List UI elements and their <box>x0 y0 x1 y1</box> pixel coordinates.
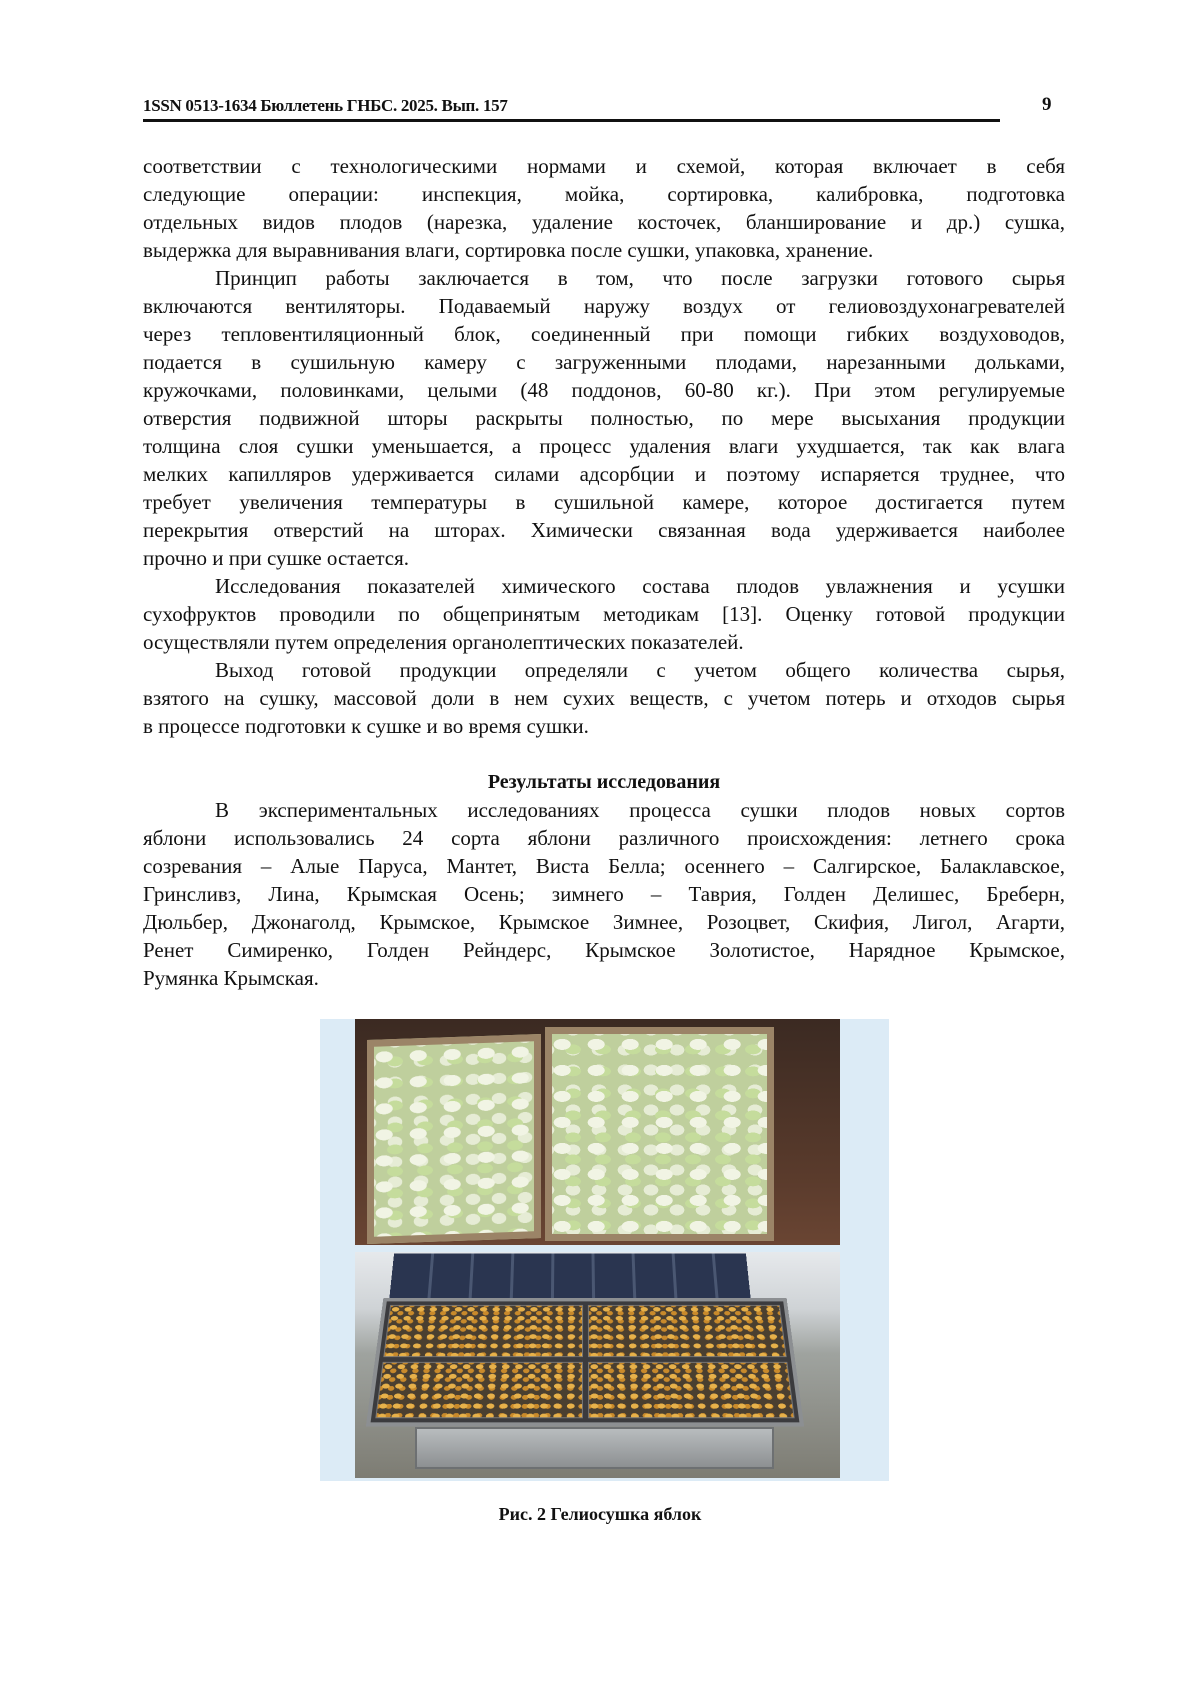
spacer <box>143 740 1065 768</box>
text-line: Гринсливз, Лина, Крымская Осень; зимнего – Таврия, Голден Делишес, Бреберн, <box>143 882 1065 906</box>
photo-solar-dryer-dried-apples <box>355 1252 840 1478</box>
paragraph <box>143 656 1065 740</box>
dryer-base <box>415 1427 774 1469</box>
section-title: Результаты исследования <box>487 771 721 793</box>
text-line: следующие операции: инспекция, мойка, сортировка, калибровка, подготовка <box>143 182 1065 206</box>
text-line: В экспериментальных исследованиях процесса сушки плодов новых сортов <box>215 798 1065 822</box>
text-line: кружочками, половинками, целыми (48 поддонов, 60-80 кг.). При этом регулируемые <box>143 378 1065 402</box>
tray <box>367 1034 541 1244</box>
running-header: 1SSN 0513-1634 Бюллетень ГНБС. 2025. Вып. 157 <box>143 96 508 115</box>
tray <box>545 1027 774 1241</box>
text-line: подается в сушильную камеру с загруженными плодами, нарезанными дольками, <box>143 350 1065 374</box>
text-line: отдельных видов плодов (нарезка, удаление косточек, бланширование и др.) сушка, <box>143 210 1065 234</box>
text-line: соответствии с технологическими нормами и схемой, которая включает в себя <box>143 154 1065 178</box>
text-line: Выход готовой продукции определяли с учетом общего количества сырья, <box>215 658 1065 682</box>
text-line: толщина слоя сушки уменьшается, а процесс удаления влаги ухудшается, так как влага <box>143 434 1065 458</box>
paragraph <box>143 264 1065 572</box>
text-line: сухофруктов проводили по общепринятым методикам [13]. Оценку готовой продукции <box>143 602 1065 626</box>
drying-tray <box>375 1362 582 1418</box>
figure-caption: Рис. 2 Гелиосушка яблок <box>498 1504 702 1524</box>
text-line: Дюльбер, Джонаголд, Крымское, Крымское Зимнее, Розоцвет, Скифия, Лигол, Агарти, <box>143 910 1065 934</box>
text-line: прочно и при сушке остается. <box>143 546 410 570</box>
text-line: Румянка Крымская. <box>143 966 319 990</box>
text-line: созревания – Алые Паруса, Мантет, Виста Белла; осеннего – Салгирское, Балаклавское, <box>143 854 1065 878</box>
text-line: отверстия подвижной шторы раскрыты полностью, по мере высыхания продукции <box>143 406 1065 430</box>
text-line: требует увеличения температуры в сушильной камере, которое достигается путем <box>143 490 1065 514</box>
drying-tray <box>587 1305 786 1357</box>
text-line: Исследования показателей химического состава плодов увлажнения и усушки <box>215 574 1065 598</box>
text-line: выдержка для выравнивания влаги, сортировка после сушки, упаковка, хранение. <box>143 238 874 262</box>
body-text <box>143 152 1065 992</box>
drying-tray <box>383 1305 582 1357</box>
text-line: перекрытия отверстий на шторах. Химически связанная вода удерживается наиболее <box>143 518 1065 542</box>
paragraph <box>143 572 1065 656</box>
header-rule <box>143 119 1000 122</box>
figure-solar-dryer <box>320 1019 889 1481</box>
text-line: яблони использовались 24 сорта яблони различного происхождения: летнего срока <box>143 826 1065 850</box>
text-line: включаются вентиляторы. Подаваемый наружу воздух от гелиовоздухонагревателей <box>143 294 1065 318</box>
text-line: взятого на сушку, массовой доли в нем сухих веществ, с учетом потерь и отходов сырья <box>143 686 1065 710</box>
text-line: Ренет Симиренко, Голден Рейндерс, Крымское Золотистое, Нарядное Крымское, <box>143 938 1065 962</box>
drying-tray <box>588 1362 795 1418</box>
text-line: Принцип работы заключается в том, что после загрузки готового сырья <box>215 266 1065 290</box>
text-line: мелких капилляров удерживается силами адсорбции и поэтому испаряется труднее, что <box>143 462 1065 486</box>
paragraph <box>143 796 1065 992</box>
text-line: осуществляли путем определения органолептических показателей. <box>143 630 744 654</box>
text-line: через тепловентиляционный блок, соединенный при помощи гибких воздуховодов, <box>143 322 1065 346</box>
text-line: в процессе подготовки к сушке и во время сушки. <box>143 714 589 738</box>
paragraph <box>143 152 1065 264</box>
page-number: 9 <box>1042 94 1052 115</box>
drying-rack <box>366 1298 804 1427</box>
photo-fresh-apple-slices <box>355 1019 840 1245</box>
